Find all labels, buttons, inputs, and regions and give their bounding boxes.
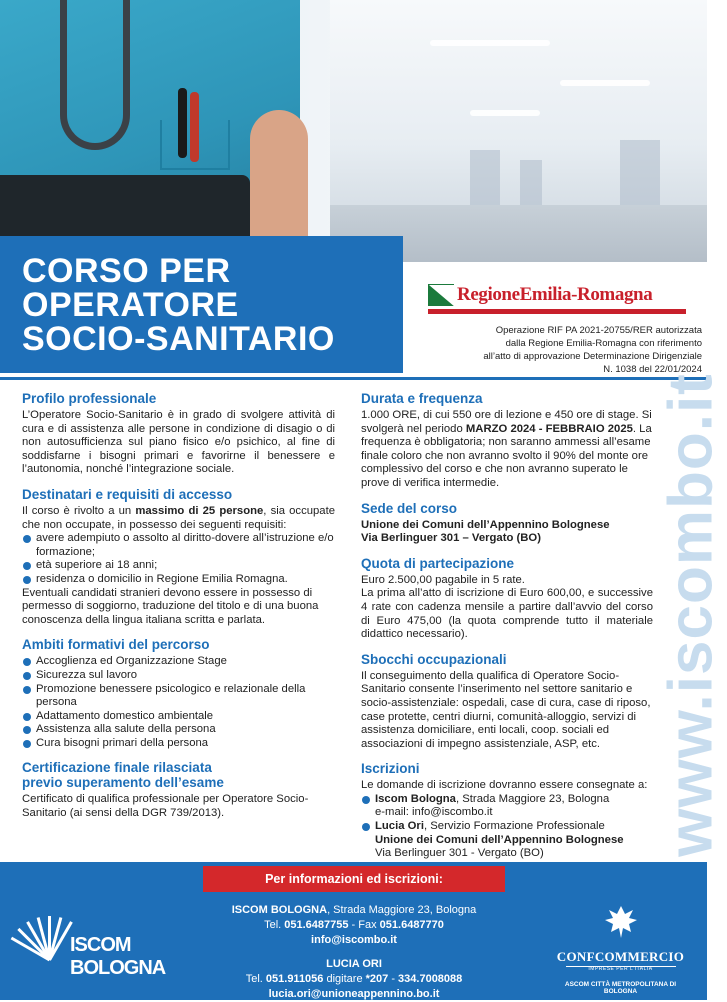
- section-title: Destinatari e requisiti di accesso: [22, 486, 233, 502]
- section-destinatari: [22, 487, 335, 627]
- hero-photo: [0, 0, 707, 262]
- section-iscrizioni: [361, 761, 653, 861]
- section-text: Euro 2.500,00 pagabile in 5 rate.: [361, 573, 525, 586]
- section-ambiti: [22, 637, 335, 750]
- section-text: Le domande di iscrizione dovranno essere consegnate a:: [361, 779, 648, 792]
- title-band: [0, 236, 403, 373]
- list-item: avere adempiuto o assolto al diritto-dovere all’istruzione e/o formazione;: [22, 532, 335, 559]
- ceiling-light: [470, 110, 540, 116]
- list-item: residenza o domicilio in Regione Emilia Romagna.: [22, 573, 335, 587]
- section-note: Eventuali candidati stranieri devono essere in possesso di permesso di soggiorno, traduzione del titolo e di una buona conoscenza della lingua italiana scritta e parlata.: [22, 586, 319, 626]
- section-text: Il conseguimento della qualifica di Operatore Socio-Sanitario consente l’inserimento nel settore sanitario e socio-assistenziale: ospedali, case di cura, case di riposo, case protette, centri diurni, comunità-alloggio, servizi di assistenza domiciliare, enti locali, coop. sociali ed associazioni di impegno assistenziale, ASP, etc.: [361, 669, 651, 750]
- list-item: Promozione benessere psicologico e relazionale della persona: [22, 683, 335, 710]
- confcommercio-logo: CONFCOMMERCIO IMPRESE PER L'ITALIA ASCOM CITTÀ METROPOLITANA DI BOLOGNA: [548, 902, 693, 992]
- corridor-door: [520, 160, 542, 208]
- section-certificazione: [22, 760, 335, 820]
- pen-icon: [178, 88, 187, 158]
- phone-link[interactable]: 051.911056: [265, 973, 324, 985]
- website-watermark: www.iscombo.it: [656, 373, 726, 857]
- info-banner: Per informazioni ed iscrizioni:: [203, 866, 505, 892]
- section-title: Iscrizioni: [361, 761, 420, 777]
- section-text: 1.000 ORE, di cui 550 ore di lezione e 450 ore di stage. Si svolgerà nel periodo MARZO 2024 - FEBBRAIO 2025. La frequenza è obbligatoria; non saranno ammessi all’esame finale coloro che non avranno svolto il 90% del monte ore complessivo del corso e che non avranno superato le prove di verifica intermedie.: [361, 409, 652, 489]
- section-text: L’Operatore Socio-Sanitario è in grado di svolgere attività di cura e di assistenza alle persone in condizione di disagio o di non autosufficienza sul piano fisico e/o psichico, al fine di soddisfarne i bisogni primari e favorirne il benessere e l’autonomia, nonché l’integrazione sociale.: [22, 409, 335, 476]
- section-title: Quota di partecipazione: [361, 555, 515, 571]
- pen-icon: [190, 92, 199, 162]
- section-sbocchi: [361, 652, 653, 752]
- section-profilo: [22, 391, 335, 477]
- iscom-rays-icon: [18, 912, 78, 970]
- ceiling-light: [430, 40, 550, 46]
- section-title: Sbocchi occupazionali: [361, 651, 507, 667]
- list-item: Sicurezza sul lavoro: [22, 669, 335, 683]
- eagle-icon: [601, 902, 641, 942]
- section-text: Certificato di qualifica professionale per Operatore Socio-Sanitario (ai sensi della DGR 739/2013).: [22, 793, 309, 820]
- phone-link[interactable]: 051.6487755: [284, 919, 349, 931]
- corridor-door: [470, 150, 500, 210]
- list-item: Adattamento domestico ambientale: [22, 710, 335, 724]
- region-flag-icon: [428, 284, 454, 306]
- list-item: Lucia Ori, Servizio Formazione Professionale Unione dei Comuni dell’Appennino Bolognese Via Berlinguer 301 - Vergato (BO): [361, 820, 653, 861]
- section-divider: [0, 377, 707, 380]
- email-link[interactable]: lucia.ori@unioneappennino.bo.it: [268, 988, 440, 1000]
- region-authorization: Operazione RIF PA 2021-20755/RER autorizzata dalla Regione Emilia-Romagna con riferimento all’atto di approvazione Determinazione Dirigenziale N. 1038 del 22/01/2024: [483, 325, 702, 375]
- contacts-list: [361, 793, 653, 861]
- list-item: Assistenza alla salute della persona: [22, 723, 335, 737]
- section-title: Ambiti formativi del percorso: [22, 637, 210, 653]
- ceiling-light: [560, 80, 650, 86]
- section-text: La prima all’atto di iscrizione di Euro 600,00, e successive 4 rate con cadenza mensile a partire dall’avvio del corso di Euro 475,00 (la quota comprende tutto il materiale didattico necessario).: [361, 587, 653, 641]
- section-sede: [361, 501, 653, 546]
- phone-link[interactable]: 334.7008088: [398, 973, 463, 985]
- list-item: Cura bisogni primari della persona: [22, 737, 335, 751]
- region-divider: [428, 309, 686, 314]
- region-logo: [428, 282, 702, 308]
- section-title: Certificazione finale rilasciata previo superamento dell’esame: [22, 760, 224, 791]
- modules-list: [22, 655, 335, 750]
- section-text: Unione dei Comuni dell’Appennino Bolognese Via Berlinguer 301 – Vergato (BO): [361, 518, 610, 545]
- right-column: [361, 391, 653, 871]
- section-text: Il corso è rivolto a un massimo di 25 persone, sia occupate che non occupate, in possesso dei seguenti requisiti:: [22, 504, 335, 531]
- section-quota: [361, 556, 653, 642]
- requirements-list: [22, 532, 335, 586]
- list-item: Iscom Bologna, Strada Maggiore 23, Bologna e-mail: info@iscombo.it: [361, 793, 653, 820]
- iscom-logo: ISCOM BOLOGNA: [18, 912, 214, 970]
- list-item: età superiore ai 18 anni;: [22, 559, 335, 573]
- section-durata: [361, 391, 653, 491]
- left-column: [22, 391, 335, 831]
- email-link[interactable]: info@iscombo.it: [311, 934, 397, 946]
- list-item: Accoglienza ed Organizzazione Stage: [22, 655, 335, 669]
- stethoscope-icon: [60, 0, 130, 150]
- section-title: Durata e frequenza: [361, 391, 483, 406]
- email-link[interactable]: e-mail: info@iscombo.it: [375, 806, 493, 819]
- corridor-door: [620, 140, 660, 210]
- region-name: RegioneEmilia-Romagna: [457, 284, 653, 305]
- section-title: Profilo professionale: [22, 391, 157, 406]
- section-title: Sede del corso: [361, 500, 458, 516]
- region-block: [412, 282, 702, 376]
- page-title: CORSO PER OPERATORE SOCIO-SANITARIO: [22, 252, 335, 358]
- footer-contacts: ISCOM BOLOGNA, Strada Maggiore 23, Bologna Tel. 051.6487755 - Fax 051.6487770 info@iscombo.it LUCIA ORI Tel. 051.911056 digitare *207 - 334.7008088 lucia.ori@unioneappennino.bo.it: [231, 904, 477, 1000]
